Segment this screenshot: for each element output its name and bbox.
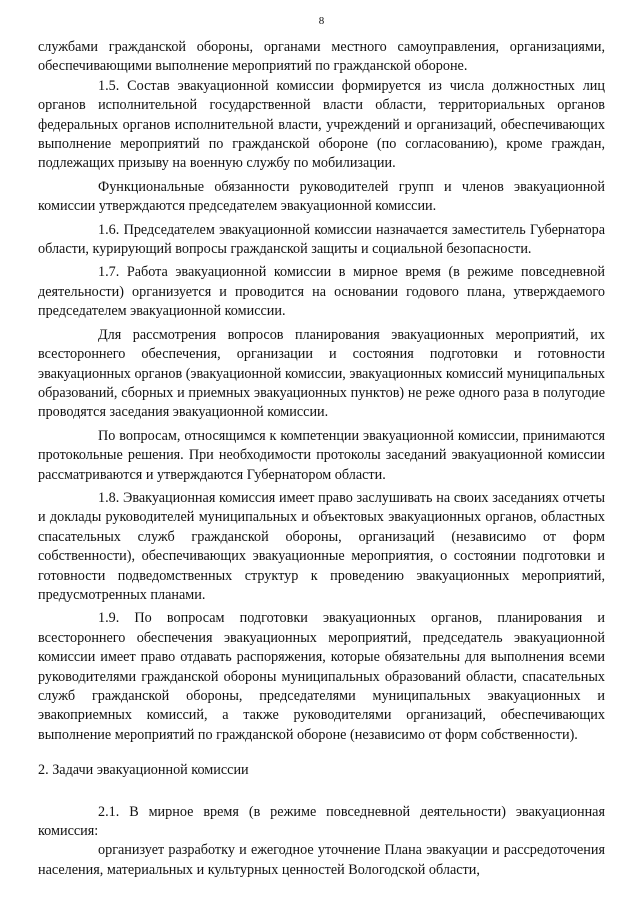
- document-page: [38, 0, 605, 880]
- paragraph-meetings: Для рассмотрения вопросов планирования эвакуационных мероприятий, их всестороннего обеспечения, организации и состояния подготовки и готовности эвакуационных органов (эвакуационной комиссии, эвакуационных комиссий муниципальных образований, сборных и приемных эвакуационных пунктов) не реже одного раза в полугодие проводятся заседания эвакуационной комиссии.: [38, 326, 605, 421]
- section-title: 2. Задачи эвакуационной комиссии: [38, 762, 249, 779]
- paragraph-1-5: 1.5. Состав эвакуационной комиссии формируется из числа должностных лиц органов исполнительной государственной власти области, территориальных органов федеральных органов исполнительной власти, учреждений и организаций, обеспечивающих выполнение мероприятий по гражданской обороне (по согласованию), кроме граждан, подлежащих призыву на военную службу по мобилизации.: [38, 77, 605, 172]
- document-body: [38, 38, 605, 880]
- paragraph-decisions: По вопросам, относящимся к компетенции эвакуационной комиссии, принимаются протокольные решения. При необходимости протоколы заседаний эвакуационной комиссии рассматриваются и утверждаются Губернатором области.: [38, 427, 605, 483]
- paragraph-functional-duties: Функциональные обязанности руководителей групп и членов эвакуационной комиссии утверждаются председателем эвакуационной комиссии.: [38, 178, 605, 215]
- paragraph-2-1: 2.1. В мирное время (в режиме повседневной деятельности) эвакуационная комиссия:: [38, 803, 605, 840]
- paragraph-1-8: 1.8. Эвакуационная комиссия имеет право заслушивать на своих заседаниях отчеты и доклады руководителей муниципальных и объектовых эвакуационных органов, областных спасательных служб гражданской обороны, организаций (независимо от форм собственности), обеспечивающих эвакуационные мероприятия, о состоянии подготовки и готовности подведомственных структур к проведению эвакуационных мероприятий, предусмотренных планами.: [38, 489, 605, 603]
- paragraph-1-7: 1.7. Работа эвакуационной комиссии в мирное время (в режиме повседневной деятельности) организуется и проводится на основании годового плана, утверждаемого председателем эвакуационной комиссии.: [38, 264, 605, 320]
- page-number: 8: [318, 15, 325, 27]
- paragraph-1-9: 1.9. По вопросам подготовки эвакуационных органов, планирования и всестороннего обеспечения эвакуационных мероприятий, председатель эвакуационной комиссии имеет право отдавать распоряжения, которые обязательны для выполнения всеми руководителями гражданской обороны муниципальных образований области, спасательных служб гражданской обороны, председателями муниципальных эвакуационных и эвакоприемных комиссий, а также руководителями организаций, обеспечивающих выполнение мероприятий по гражданской обороне (независимо от форм собственности).: [38, 610, 605, 743]
- paragraph-1-6: 1.6. Председателем эвакуационной комиссии назначается заместитель Губернатора области, курирующий вопросы гражданской защиты и социальной безопасности.: [38, 221, 605, 258]
- paragraph-continuation: службами гражданской обороны, органами местного самоуправления, организациями, обеспечивающими выполнение мероприятий по гражданской обороне.: [38, 39, 605, 75]
- paragraph-plan: организует разработку и ежегодное уточнение Плана эвакуации и рассредоточения населения, материальных и культурных ценностей Вологодской области,: [38, 842, 605, 878]
